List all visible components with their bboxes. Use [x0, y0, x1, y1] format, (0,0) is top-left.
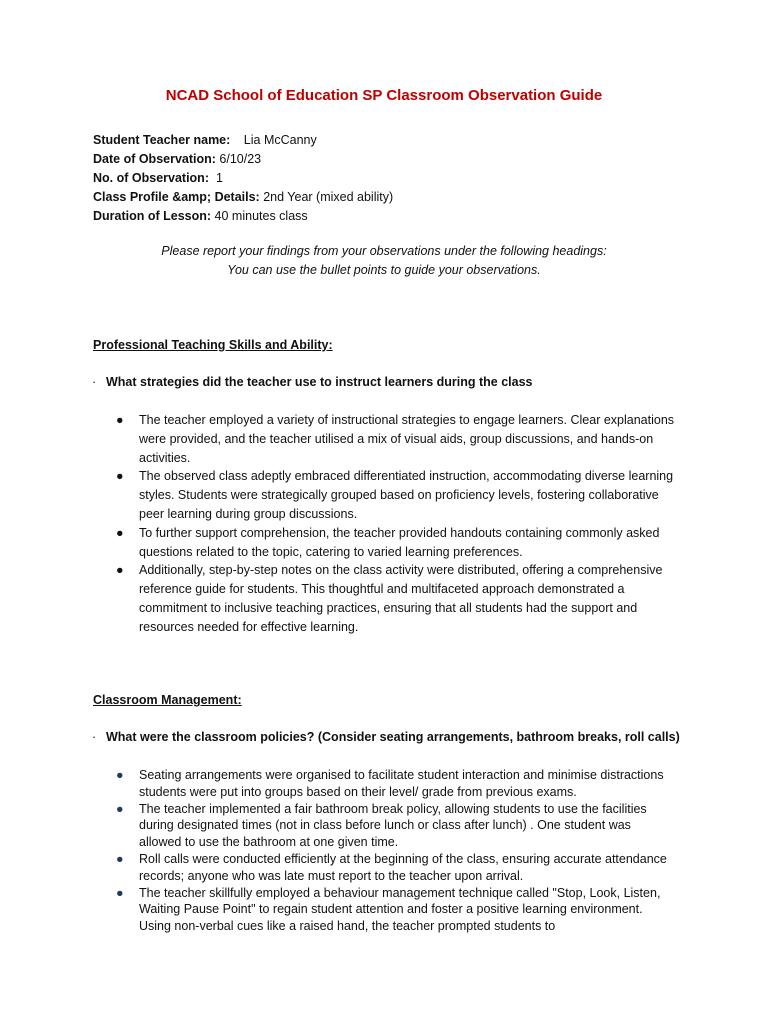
instructions-line-1: Please report your findings from your observations under the following headings:	[161, 244, 607, 258]
list-item	[116, 524, 676, 562]
duration-row	[93, 207, 393, 226]
list-item	[116, 467, 676, 523]
class-profile-label: Class Profile &amp; Details:	[93, 190, 260, 204]
teacher-name-row	[93, 131, 393, 150]
classroom-management-list	[116, 767, 676, 935]
list-item-text: To further support comprehension, the teacher provided handouts containing commonly asked questions related to the topic, catering to varied learning preferences.	[139, 525, 660, 559]
list-item-text: The observed class adeptly embraced differentiated instruction, accommodating diverse learning styles. Students were strategically grouped based on proficiency levels, fostering collaborative peer learning during group discussions.	[139, 469, 674, 521]
bullet-icon: ●	[116, 851, 124, 866]
list-item-text: The teacher skillfully employed a behaviour management technique called "Stop, Look, Listen, Waiting Pause Point" to regain student attention and foster a positive learning environment. Using non-verbal cues like a raised hand, the teacher prompted students to	[139, 885, 661, 934]
instructions-line-2: You can use the bullet points to guide your observations.	[227, 263, 541, 277]
observation-number-row	[93, 169, 393, 188]
list-item	[116, 411, 676, 467]
list-item-text: The teacher employed a variety of instructional strategies to engage learners. Clear explanations were provided, and the teacher utilised a mix of visual aids, group discussions, and hands-on activities.	[139, 413, 675, 465]
section-question-strategies	[92, 375, 533, 389]
question-bullet: ·	[92, 375, 97, 389]
bullet-icon: ●	[116, 525, 124, 540]
instructions	[0, 242, 768, 280]
list-item	[116, 801, 676, 851]
teacher-name-label: Student Teacher name:	[93, 133, 231, 147]
observation-number-value: 1	[215, 171, 223, 185]
question-text: What strategies did the teacher use to instruct learners during the class	[106, 375, 533, 389]
section-heading-teaching-skills: Professional Teaching Skills and Ability:	[93, 338, 333, 352]
list-item-text: Additionally, step-by-step notes on the class activity were distributed, offering a comprehensive reference guide for students. This thoughtful and multifaceted approach demonstrated a commitment to inclusive teaching practices, ensuring that all students had the support and resources needed for effective learning.	[139, 563, 663, 634]
duration-label: Duration of Lesson:	[93, 209, 212, 223]
class-profile-value: 2nd Year (mixed ability)	[263, 190, 394, 204]
date-value: 6/10/23	[219, 152, 262, 166]
question-bullet: ·	[92, 730, 97, 744]
question-text: What were the classroom policies? (Consider seating arrangements, bathroom breaks, roll calls)	[106, 730, 680, 744]
section-heading-classroom-management: Classroom Management:	[93, 693, 242, 707]
section-question-policies	[92, 730, 680, 744]
bullet-icon: ●	[116, 885, 124, 900]
list-item	[116, 767, 676, 801]
bullet-icon: ●	[116, 563, 124, 578]
observation-number-label: No. of Observation:	[93, 171, 209, 185]
bullet-icon: ●	[116, 801, 124, 816]
list-item	[116, 885, 676, 935]
bullet-icon: ●	[116, 768, 124, 782]
duration-value: 40 minutes class	[214, 209, 308, 223]
class-profile-row	[93, 188, 393, 207]
list-item-text: Seating arrangements were organised to facilitate student interaction and minimise distractions students were put into groups based on their level/ grade from previous exams.	[139, 768, 664, 799]
list-item	[116, 851, 676, 885]
date-row	[93, 150, 393, 169]
date-label: Date of Observation:	[93, 152, 216, 166]
teaching-skills-list	[116, 411, 676, 637]
observation-details	[93, 131, 393, 226]
list-item	[116, 561, 676, 636]
list-item-text: Roll calls were conducted efficiently at the beginning of the class, ensuring accurate attendance records; anyone who was late must report to the teacher upon arrival.	[139, 851, 667, 883]
bullet-icon: ●	[116, 469, 124, 484]
page-title: NCAD School of Education SP Classroom Observation Guide	[165, 87, 603, 104]
list-item-text: The teacher implemented a fair bathroom break policy, allowing students to use the facilities during designated times (not in class before lunch or class after lunch) . One student was allowed to use the bathroom at one given time.	[139, 801, 647, 850]
teacher-name-value: Lia McCanny	[243, 133, 317, 147]
bullet-icon: ●	[116, 413, 124, 427]
